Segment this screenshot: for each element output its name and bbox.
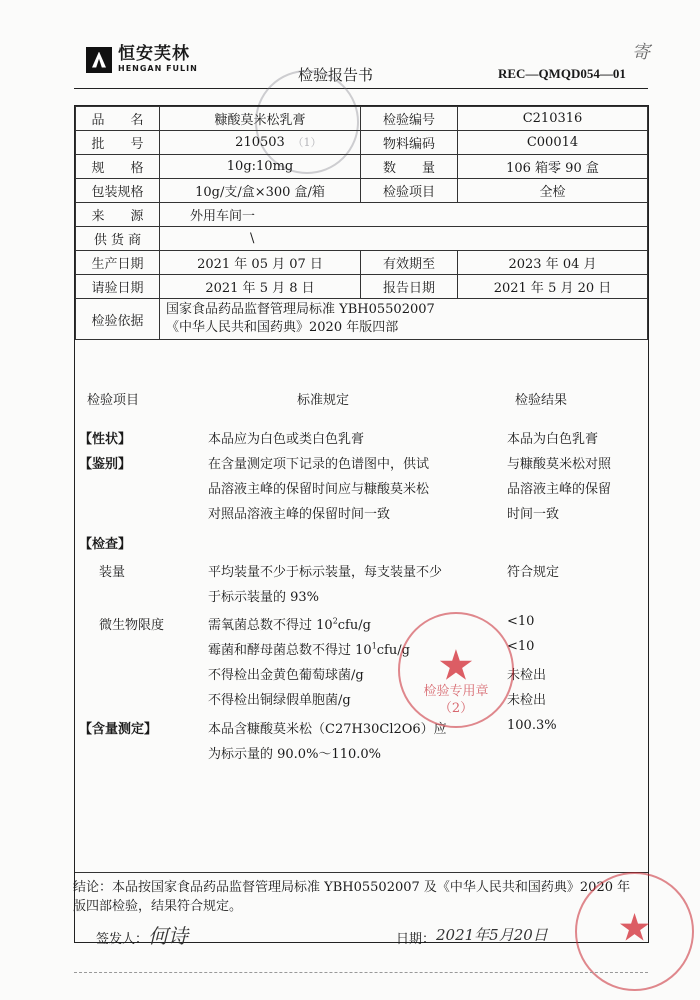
micro-std-1: 需氧菌总数不得过 $10^2cfu/g$ bbox=[208, 616, 371, 633]
table-row bbox=[76, 251, 648, 275]
table-row bbox=[76, 179, 648, 203]
req-date-label: 请验日期 bbox=[76, 275, 160, 299]
star-icon: ★ bbox=[437, 640, 475, 690]
gray-seal-number: （1） bbox=[292, 136, 322, 149]
id-std-3: 对照品溶液主峰的保留时间一致 bbox=[208, 507, 391, 522]
col-head-item: 检验项目 bbox=[87, 393, 140, 408]
items-value: 全检 bbox=[458, 179, 648, 203]
mfg-date-value: 2021 年 05 月 07 日 bbox=[160, 251, 361, 275]
table-row bbox=[76, 131, 648, 155]
seal-text: 检验专用章 bbox=[423, 684, 489, 699]
document-title: 检验报告书 bbox=[298, 66, 374, 84]
date-handwriting: 2021年5月20日 bbox=[436, 926, 548, 944]
bottom-divider bbox=[74, 972, 648, 973]
company-logo-icon bbox=[86, 47, 112, 73]
conclusion-divider bbox=[75, 872, 648, 873]
table-row bbox=[76, 275, 648, 299]
expiry-value: 2023 年 04 月 bbox=[458, 251, 648, 275]
mfg-date-label: 生产日期 bbox=[76, 251, 160, 275]
quality-seal-stamp bbox=[575, 872, 694, 991]
assay-std-2: 为标示量的 90.0%～110.0% bbox=[208, 747, 381, 762]
spec-label: 规 格 bbox=[76, 155, 160, 179]
fill-result: 符合规定 bbox=[507, 565, 560, 580]
table-row bbox=[76, 155, 648, 179]
issuer-signature: 何诗 bbox=[148, 924, 188, 948]
table-row bbox=[76, 299, 648, 340]
batch-label: 批 号 bbox=[76, 131, 160, 155]
document-code: REC—QMQD054—01 bbox=[498, 66, 626, 81]
seal-number: （2） bbox=[438, 701, 474, 716]
qty-value: 106 箱零 90 盒 bbox=[458, 155, 648, 179]
conclusion-text: 结论：本品按国家食品药品监督管理局标准 YBH05502007 及《中华人民共和国药典》2020 年版四部检验，结果符合规定。 bbox=[73, 880, 631, 914]
info-table bbox=[75, 106, 648, 340]
fill-std-2: 于标示装量的 93% bbox=[208, 590, 320, 605]
fill-std-1: 平均装量不少于标示装量，每支装量不少 bbox=[208, 565, 443, 580]
corner-handwriting: 寄 bbox=[632, 42, 650, 63]
company-name-en: HENGAN FULIN bbox=[118, 64, 198, 73]
fill-item: 装量 bbox=[99, 565, 126, 580]
id-result-2: 品溶液主峰的保留 bbox=[507, 482, 612, 497]
source-label: 来 源 bbox=[76, 203, 160, 227]
qty-label: 数 量 bbox=[361, 155, 458, 179]
table-row bbox=[76, 203, 648, 227]
id-std-2: 品溶液主峰的保留时间应与糠酸莫米松 bbox=[208, 482, 430, 497]
basis-line-2: 《中华人民共和国药典》2020 年版四部 bbox=[166, 320, 399, 335]
product-name-label: 品 名 bbox=[76, 107, 160, 131]
source-value: 外用车间一 bbox=[160, 203, 648, 227]
check-item: 【检查】 bbox=[79, 537, 132, 552]
table-row bbox=[76, 227, 648, 251]
date-label: 日期： bbox=[396, 932, 436, 947]
pack-value: 10g/支/盒×300 盒/箱 bbox=[160, 179, 361, 203]
batch-value: 210503 bbox=[160, 131, 361, 155]
test-no-label: 检验编号 bbox=[361, 107, 458, 131]
col-head-std: 标准规定 bbox=[297, 393, 350, 408]
issuer-label: 签发人： bbox=[96, 932, 149, 947]
inspection-seal-stamp bbox=[398, 612, 514, 728]
spec-value: 10g:10mg bbox=[160, 155, 361, 179]
appearance-result: 本品为白色乳膏 bbox=[507, 432, 599, 447]
id-result-1: 与糠酸莫米松对照 bbox=[507, 457, 612, 472]
assay-result: 100.3% bbox=[507, 718, 557, 733]
company-name-cn: 恒安芙林 bbox=[118, 44, 190, 64]
micro-result-1: <10 bbox=[507, 614, 535, 629]
id-result-3: 时间一致 bbox=[507, 507, 560, 522]
expiry-label: 有效期至 bbox=[361, 251, 458, 275]
items-label: 检验项目 bbox=[361, 179, 458, 203]
micro-std-2: 霉菌和酵母菌总数不得过 $10^1cfu/g$ bbox=[208, 641, 410, 658]
basis-label: 检验依据 bbox=[76, 299, 160, 340]
basis-line-1: 国家食品药品监督管理局标准 YBH05502007 bbox=[166, 302, 435, 317]
report-date-label: 报告日期 bbox=[361, 275, 458, 299]
company-logo bbox=[86, 46, 198, 73]
basis-value bbox=[160, 299, 648, 340]
material-code-label: 物料编码 bbox=[361, 131, 458, 155]
req-date-value: 2021 年 5 月 8 日 bbox=[160, 275, 361, 299]
star-icon: ★ bbox=[617, 905, 652, 950]
id-item: 【鉴别】 bbox=[79, 457, 132, 472]
id-std-1: 在含量测定项下记录的色谱图中，供试 bbox=[208, 457, 430, 472]
material-code-value: C00014 bbox=[458, 131, 648, 155]
micro-std-4: 不得检出铜绿假单胞菌/g bbox=[208, 693, 351, 708]
table-row bbox=[76, 107, 648, 131]
test-no-value: C210316 bbox=[458, 107, 648, 131]
appearance-std: 本品应为白色或类白色乳膏 bbox=[208, 432, 365, 447]
report-date-value: 2021 年 5 月 20 日 bbox=[458, 275, 648, 299]
micro-result-4: 未检出 bbox=[507, 693, 547, 708]
micro-item: 微生物限度 bbox=[99, 618, 165, 633]
micro-std-3: 不得检出金黄色葡萄球菌/g bbox=[208, 668, 364, 683]
appearance-item: 【性状】 bbox=[79, 432, 132, 447]
header-divider bbox=[74, 88, 648, 89]
micro-result-3: 未检出 bbox=[507, 668, 547, 683]
product-name-value: 糠酸莫米松乳膏 bbox=[160, 107, 361, 131]
supplier-label: 供 货 商 bbox=[76, 227, 160, 251]
col-head-result: 检验结果 bbox=[515, 393, 568, 408]
supplier-value: \ bbox=[160, 227, 648, 251]
pack-label: 包装规格 bbox=[76, 179, 160, 203]
report-frame bbox=[74, 105, 649, 943]
assay-item: 【含量测定】 bbox=[79, 722, 158, 737]
micro-result-2: <10 bbox=[507, 639, 535, 654]
assay-std-1: 本品含糠酸莫米松（C27H30Cl2O6）应 bbox=[208, 722, 447, 737]
